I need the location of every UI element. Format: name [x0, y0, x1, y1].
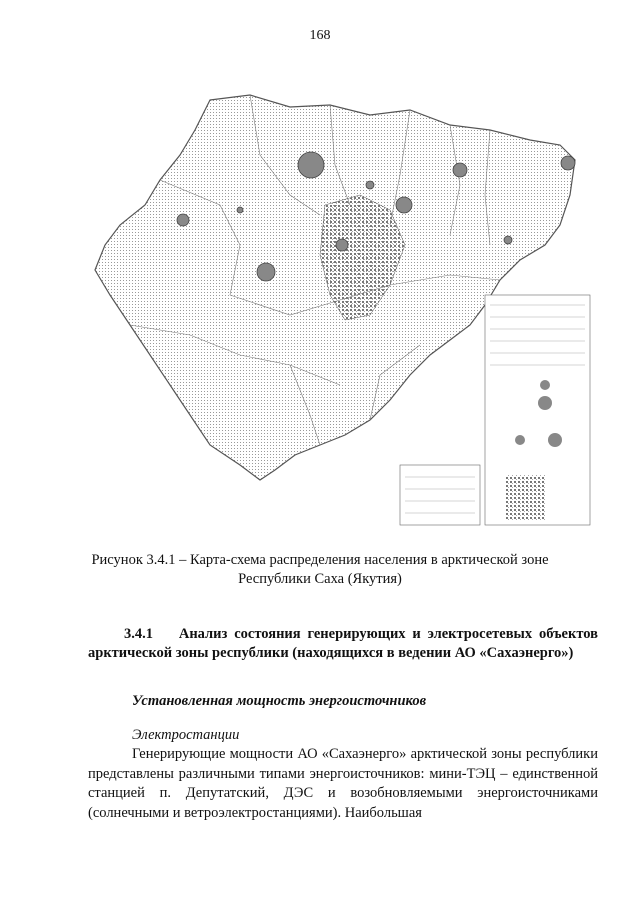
subsection-heading: Установленная мощность энергоисточников — [132, 693, 427, 709]
section-title: Анализ состояния генерирующих и электросетевых объектов арктической зоны республики (находящихся в ведении АО «Сахаэнерго») — [88, 626, 598, 661]
page-number: 168 — [309, 28, 331, 43]
section-number: 3.4.1 — [124, 626, 153, 642]
section-heading — [88, 625, 598, 663]
body-paragraph: Генерирующие мощности АО «Сахаэнерго» арктической зоны республики представлены различными типами энергоисточников: мини-ТЭЦ – единственной станцией п. Депутатский, ДЭС и возобновляемыми энергоисточниками (солнечными и ветроэлектростанциями). Наибольшая — [88, 746, 598, 821]
subsubsection-heading: Электростанции — [132, 727, 240, 743]
figure-caption: Рисунок 3.4.1 – Карта-схема распределения населения в арктической зоне Республики Саха (Якутия) — [91, 552, 549, 587]
map-figure — [90, 85, 595, 540]
